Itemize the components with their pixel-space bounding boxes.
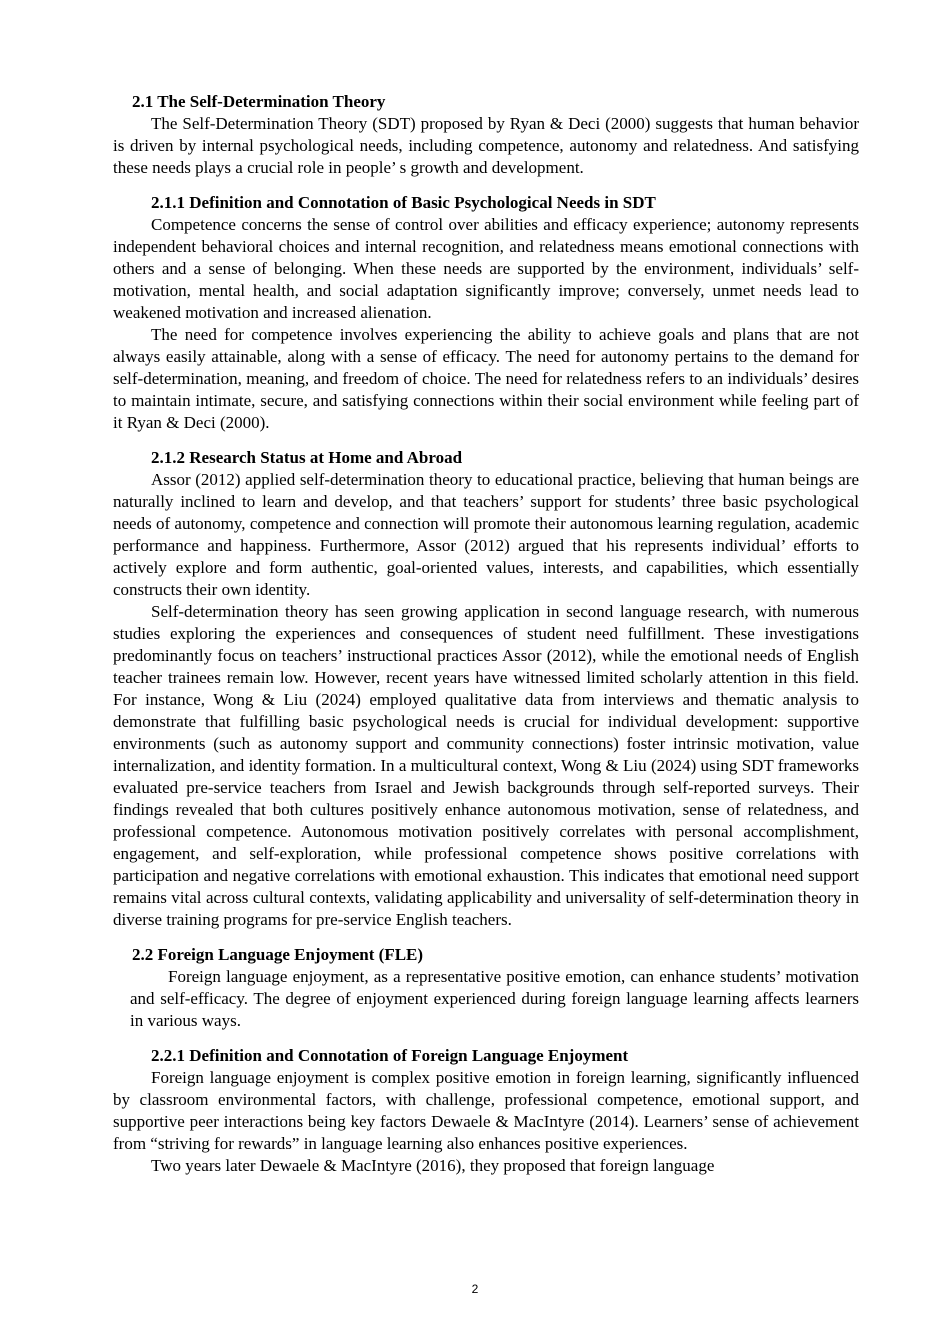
document-page xyxy=(113,91,859,1177)
paragraph: Competence concerns the sense of control over abilities and efficacy experience; autonomy represents independent behavioral choices and internal recognition, and relatedness means emotional connections with others and a sense of belonging. When these needs are supported by the environment, individuals’ self-motivation, mental health, and social adaptation significantly improve; conversely, unmet needs lead to weakened motivation and increased alienation. xyxy=(113,215,859,322)
paragraph: Two years later Dewaele & MacIntyre (2016), they proposed that foreign language xyxy=(151,1156,715,1175)
paragraph: Assor (2012) applied self-determination theory to educational practice, believing that human beings are naturally inclined to learn and develop, and that teachers’ support for students’ three basic psychological needs of autonomy, competence and connection will promote their autonomous learning regulation, academic performance and happiness. Furthermore, Assor (2012) argued that his represents individual’ efforts to actively explore and form authentic, goal-oriented values, interests, and capabilities, which essentially constructs their own identity. xyxy=(113,470,859,599)
subsection-heading-2-2-1: 2.2.1 Definition and Connotation of Foreign Language Enjoyment xyxy=(151,1046,629,1065)
page-number: 2 xyxy=(471,1282,479,1296)
paragraph: The Self-Determination Theory (SDT) proposed by Ryan & Deci (2000) suggests that human behavior is driven by internal psychological needs, including competence, autonomy and relatedness. And satisfying these needs plays a crucial role in people’ s growth and development. xyxy=(113,114,859,177)
section-heading-2-2: 2.2 Foreign Language Enjoyment (FLE) xyxy=(132,945,424,964)
section-heading-2-1: 2.1 The Self-Determination Theory xyxy=(132,92,386,111)
subsection-heading-2-1-1: 2.1.1 Definition and Connotation of Basic Psychological Needs in SDT xyxy=(151,193,656,212)
paragraph: Foreign language enjoyment, as a representative positive emotion, can enhance students’ motivation and self-efficacy. The degree of enjoyment experienced during foreign language learning affects learners in various ways. xyxy=(130,967,859,1030)
paragraph: Foreign language enjoyment is complex positive emotion in foreign learning, significantly influenced by classroom environmental factors, with challenge, professional competence, emotional support, and supportive peer interactions being key factors Dewaele & MacIntyre (2014). Learners’ sense of achievement from “striving for rewards” in language learning also enhances positive experiences. xyxy=(113,1068,859,1153)
subsection-heading-2-1-2: 2.1.2 Research Status at Home and Abroad xyxy=(151,448,463,467)
paragraph: Self-determination theory has seen growing application in second language research, with numerous studies exploring the experiences and consequences of student need fulfillment. These investigations predominantly focus on teachers’ instructional practices Assor (2012), while the emotional needs of English teacher trainees remain low. However, recent years have witnessed limited scholarly attention in this field. For instance, Wong & Liu (2024) employed qualitative data from interviews and thematic analysis to demonstrate that fulfilling basic psychological needs is crucial for individual development: supportive environments (such as autonomy support and community connections) foster intrinsic motivation, value internalization, and identity formation. In a multicultural context, Wong & Liu (2024) using SDT frameworks evaluated pre-service teachers from Israel and Jewish backgrounds through self-reported surveys. Their findings revealed that both cultures positively enhance autonomous motivation, sense of relatedness, and professional competence. Autonomous motivation positively correlates with personal accomplishment, engagement, and self-exploration, while professional competence shows positive correlations with participation and negative correlations with emotional exhaustion. This indicates that emotional need support remains vital across cultural contexts, validating applicability and universality of self-determination theory in diverse training programs for pre-service English teachers. xyxy=(113,602,859,929)
paragraph: The need for competence involves experiencing the ability to achieve goals and plans that are not always easily attainable, along with a sense of efficacy. The need for autonomy pertains to the demand for self-determination, meaning, and freedom of choice. The need for relatedness refers to an individuals’ desires to maintain intimate, secure, and satisfying connections within their social environment while feeling part of it Ryan & Deci (2000). xyxy=(113,325,859,432)
